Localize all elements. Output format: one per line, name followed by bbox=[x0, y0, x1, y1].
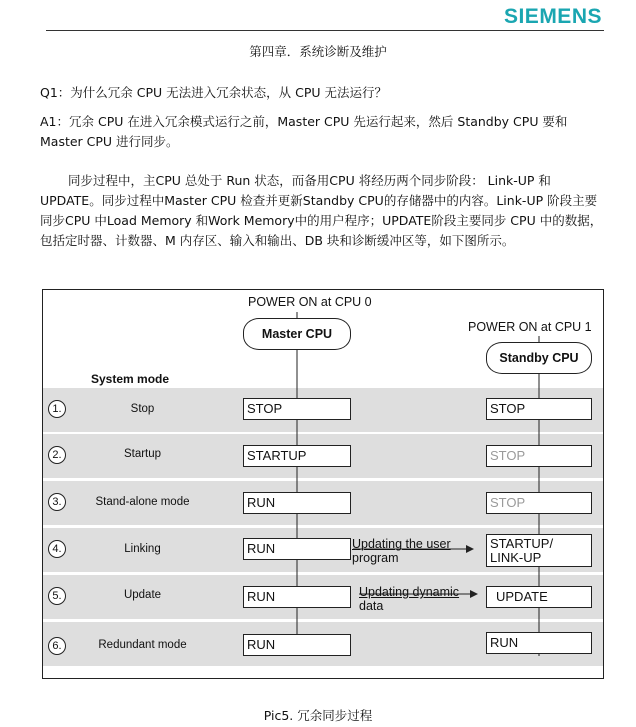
standby-state-box-inactive: STOP bbox=[486, 492, 592, 514]
row-number: 1. bbox=[48, 400, 66, 418]
row-number: 5. bbox=[48, 587, 66, 605]
linking-note-line1: Updating the user bbox=[352, 537, 451, 551]
system-mode-header: System mode bbox=[91, 372, 170, 386]
master-cpu-node: Master CPU bbox=[243, 318, 351, 350]
update-note bbox=[359, 585, 459, 613]
linking-note-line2: program bbox=[352, 551, 399, 565]
row-number: 3. bbox=[48, 493, 66, 511]
mode-label: Update bbox=[123, 589, 162, 601]
header-rule bbox=[46, 30, 604, 31]
master-state-box: RUN bbox=[243, 492, 351, 514]
standby-cpu-node: Standby CPU bbox=[486, 342, 592, 374]
power-on-cpu0-label: POWER ON at CPU 0 bbox=[248, 295, 372, 309]
update-note-line2: data bbox=[359, 599, 384, 613]
sync-diagram bbox=[42, 289, 604, 679]
siemens-logo: SIEMENS bbox=[503, 5, 602, 28]
standby-state-box: STOP bbox=[486, 398, 592, 420]
row-number: 2. bbox=[48, 446, 66, 464]
answer-a1: A1：冗余 CPU 在进入冗余模式运行之前，Master CPU 先运行起来，然后 Standby CPU 要和 Master CPU 进行同步。 bbox=[40, 114, 568, 149]
mode-label: Stop bbox=[130, 403, 155, 415]
standby-state-box: UPDATE bbox=[486, 586, 592, 608]
master-state-box: STARTUP bbox=[243, 445, 351, 467]
mode-label: Redundant mode bbox=[98, 639, 187, 651]
master-state-box: RUN bbox=[243, 586, 351, 608]
master-state-box: STOP bbox=[243, 398, 351, 420]
standby-state-box: RUN bbox=[486, 632, 592, 654]
sync-paragraph: 同步过程中，主CPU 总处于 Run 状态，而备用CPU 将经历两个同步阶段： Link-UP 和UPDATE。同步过程中Master CPU 检查并更新Standby CPU的存储器中的内容。Link-UP 阶段主要同步CPU 中Load Memory 和Work Memory中的用户程序；UPDATE阶段主要同步 CPU 中的数据，包括定时器、计数器、M 内存区、输入和输出、DB 块和诊断缓冲区等，如下图所示。 bbox=[40, 173, 603, 248]
row-number: 4. bbox=[48, 540, 66, 558]
standby-state-line2: LINK-UP bbox=[490, 550, 542, 565]
figure-caption: Pic5. 冗余同步过程 bbox=[263, 708, 373, 723]
mode-label: Startup bbox=[123, 448, 162, 460]
row-number: 6. bbox=[48, 637, 66, 655]
mode-label: Stand-alone mode bbox=[95, 496, 190, 508]
chapter-title: 第四章．系统诊断及维护 bbox=[249, 44, 387, 59]
standby-state-box-inactive: STOP bbox=[486, 445, 592, 467]
mode-label: Linking bbox=[124, 543, 161, 555]
question-q1: Q1：为什么冗余 CPU 无法进入冗余状态，从 CPU 无法运行？ bbox=[40, 85, 388, 100]
update-note-line1: Updating dynamic bbox=[359, 585, 460, 599]
master-state-box: RUN bbox=[243, 634, 351, 656]
master-state-box: RUN bbox=[243, 538, 351, 560]
standby-state-box bbox=[486, 534, 592, 567]
linking-note bbox=[352, 537, 451, 565]
power-on-cpu1-label: POWER ON at CPU 1 bbox=[468, 320, 592, 334]
standby-state-line1: STARTUP/ bbox=[490, 536, 554, 551]
